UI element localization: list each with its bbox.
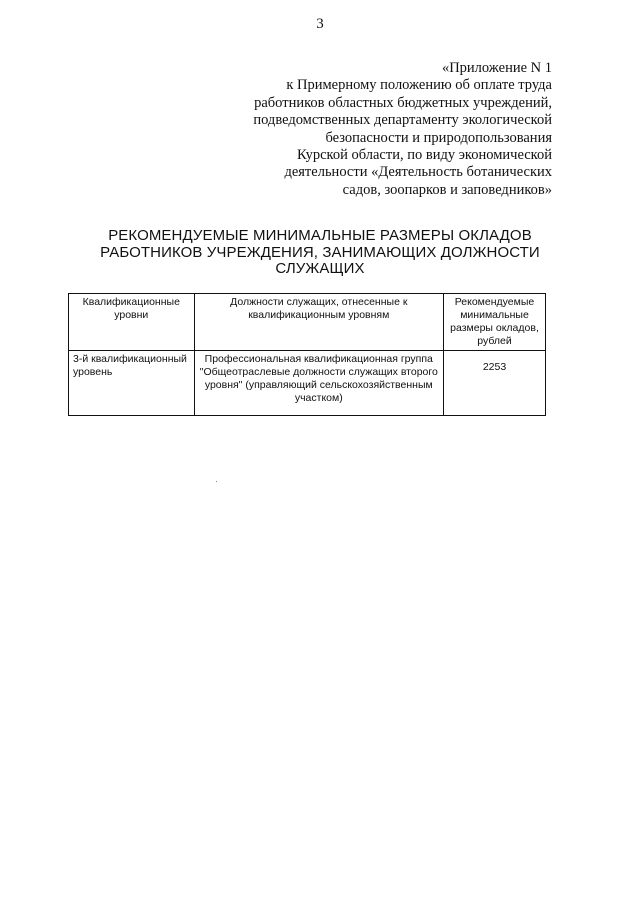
appendix-note (222, 60, 552, 199)
title-line: СЛУЖАЩИХ (275, 260, 365, 277)
header-qualification-levels: Квалификационные уровни (69, 294, 195, 351)
appendix-line: «Приложение N 1 (441, 60, 552, 76)
scan-speck (216, 481, 217, 482)
appendix-line: работников областных бюджетных учреждений, (254, 94, 552, 111)
appendix-line: деятельности «Деятельность ботанических (284, 164, 552, 181)
table-row (69, 351, 546, 416)
table-header-row (69, 294, 546, 351)
appendix-line: к Примерному положению об оплате труда (286, 77, 552, 94)
appendix-line: Курской области, по виду экономической (297, 147, 552, 164)
cell-salary: 2253 (444, 351, 546, 416)
cell-positions: Профессиональная квалификационная группа "Общеотраслевые должности служащих второго уровня" (управляющий сельскохозяйственным участком) (194, 351, 443, 416)
title-line: РАБОТНИКОВ УЧРЕЖДЕНИЯ, ЗАНИМАЮЩИХ ДОЛЖНОСТИ (100, 243, 540, 261)
header-positions: Должности служащих, отнесенные к квалификационным уровням (194, 294, 443, 351)
header-recommended-salary: Рекомендуемые минимальные размеры окладов, рублей (444, 294, 546, 351)
appendix-line: подведомственных департаменту экологической (253, 112, 552, 129)
salary-table (68, 293, 546, 416)
title-line: РЕКОМЕНДУЕМЫЕ МИНИМАЛЬНЫЕ РАЗМЕРЫ ОКЛАДОВ (108, 227, 532, 244)
appendix-line: садов, зоопарков и заповедников» (342, 181, 552, 198)
cell-qualification-level: 3-й квалификационный уровень (69, 351, 195, 416)
appendix-line: безопасности и природопользования (325, 129, 552, 146)
document-title (0, 228, 640, 278)
page-number: 3 (316, 16, 324, 32)
